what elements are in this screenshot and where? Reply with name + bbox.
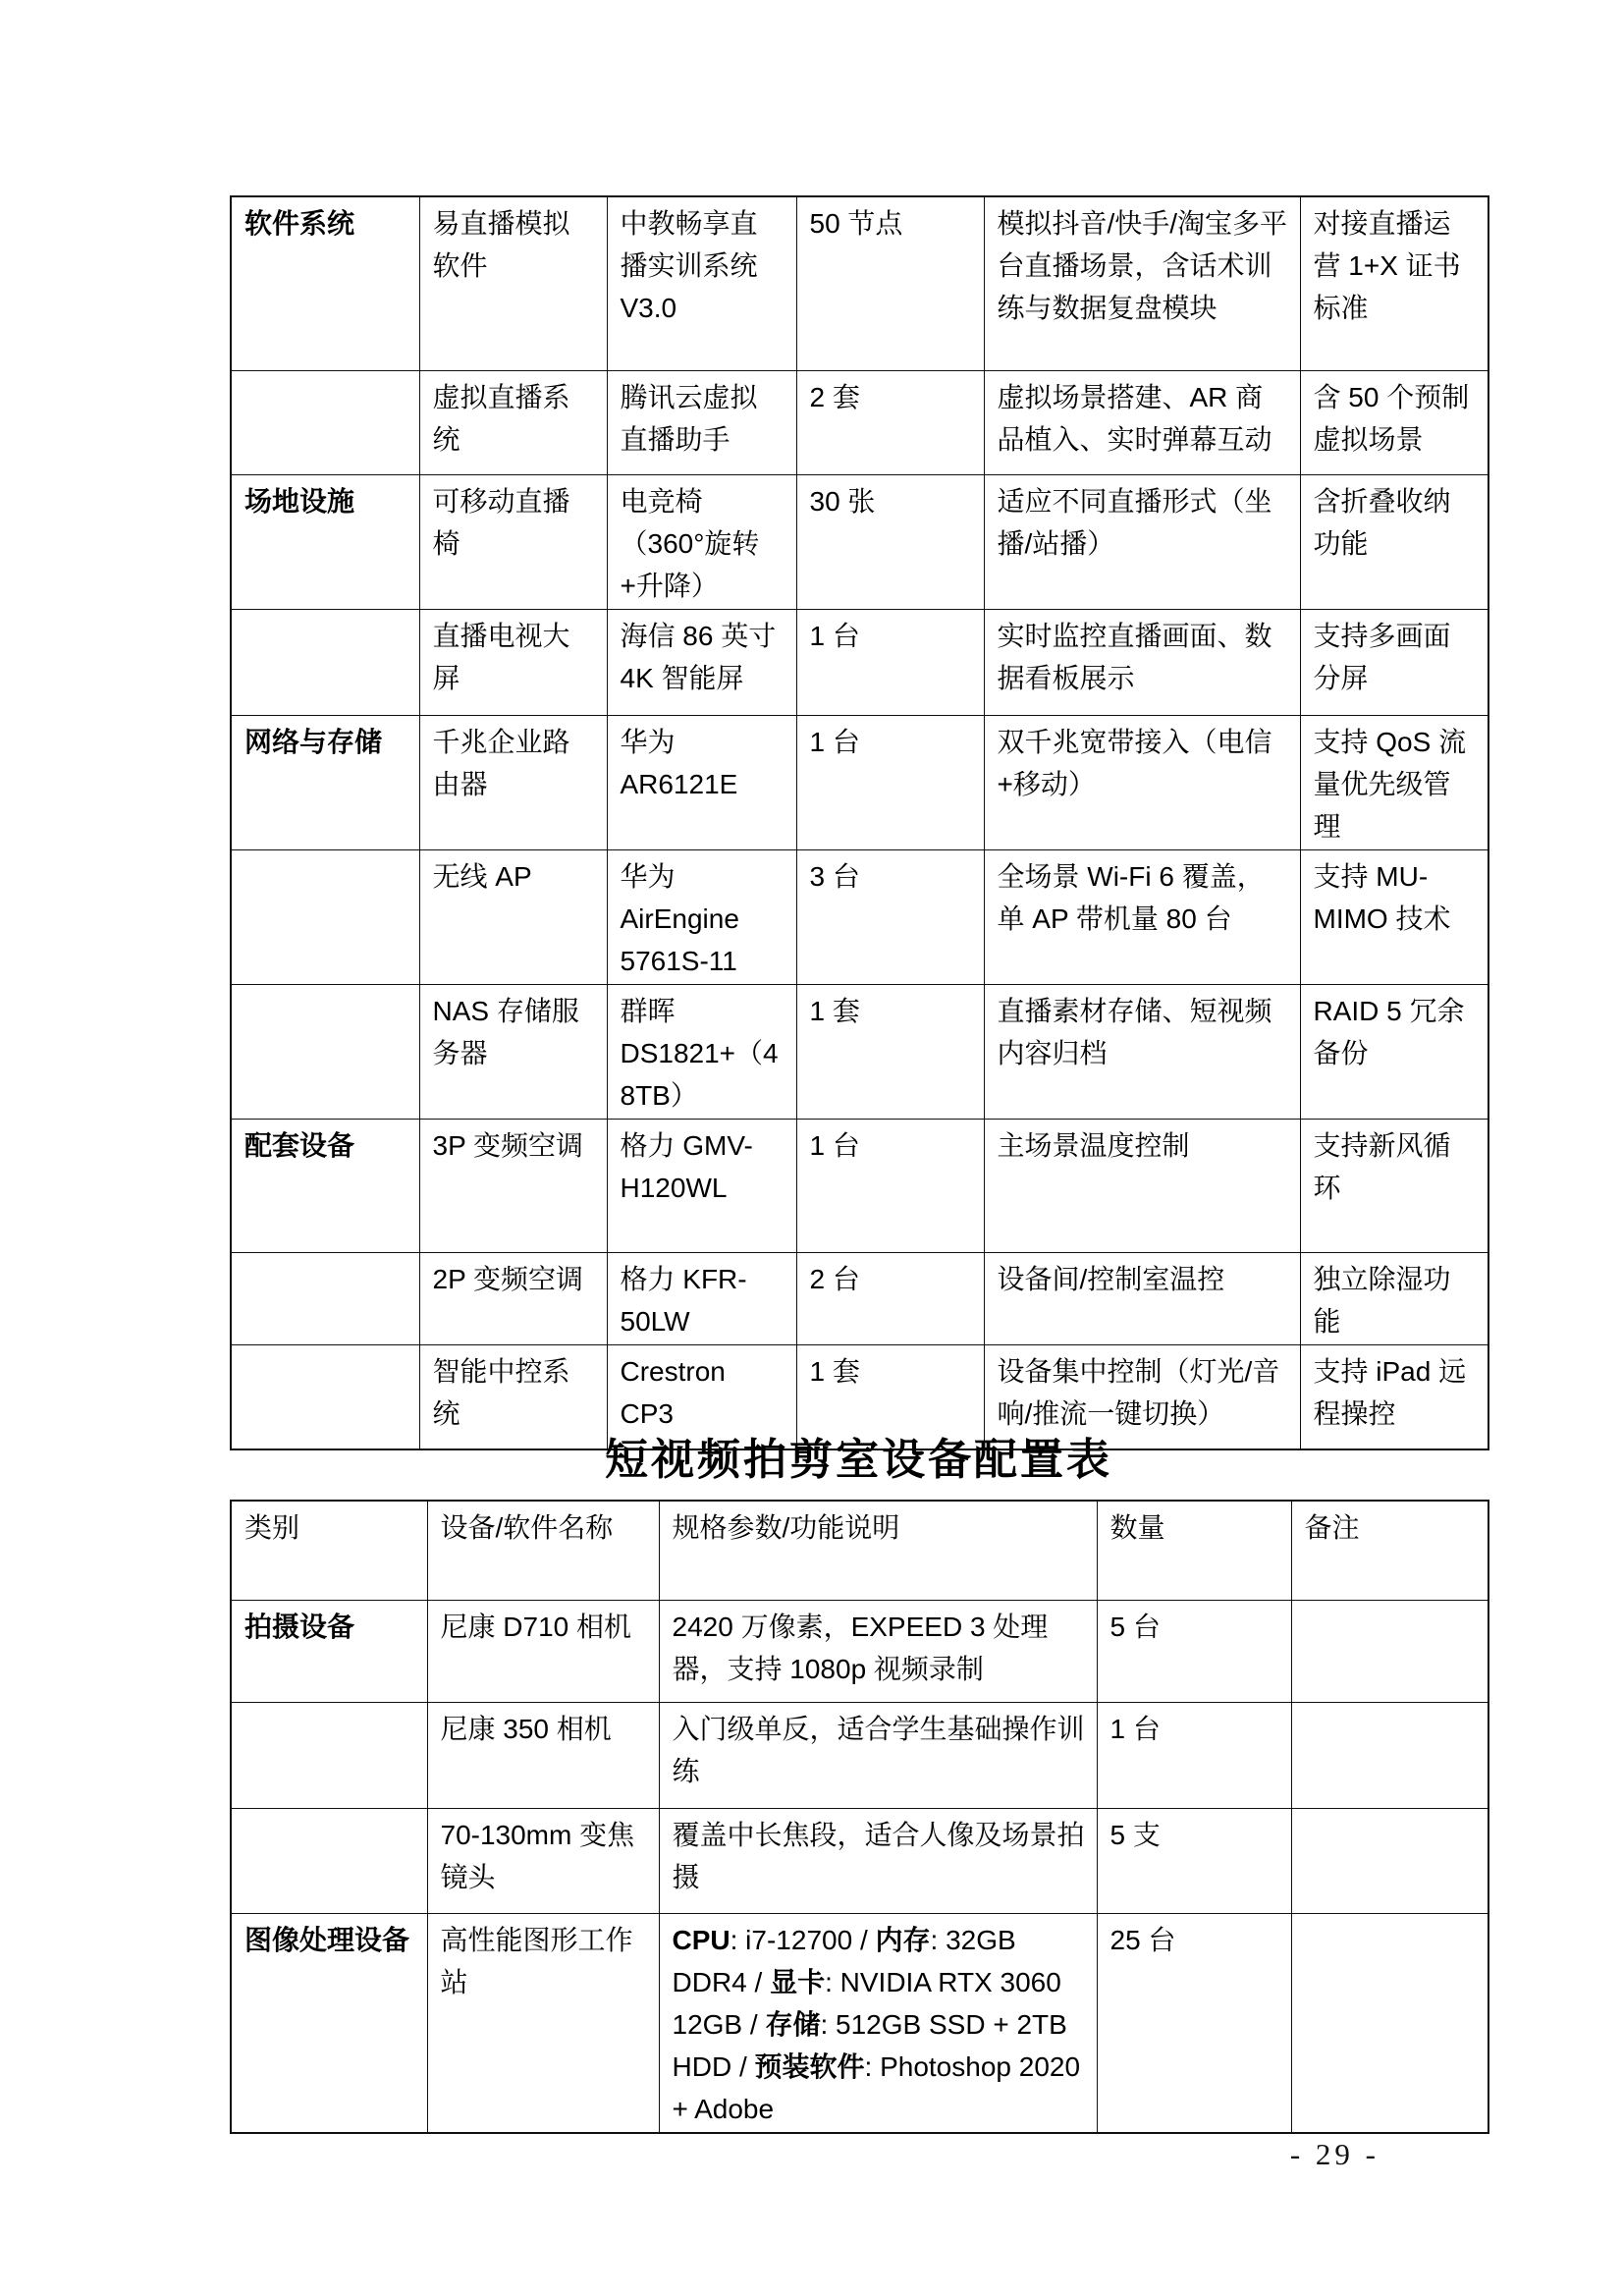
cell-category: 软件系统: [231, 196, 419, 370]
cell-qty: 5 台: [1097, 1600, 1291, 1702]
cell-qty: 25 台: [1097, 1913, 1291, 2133]
cell-spec: 入门级单反，适合学生基础操作训练: [659, 1702, 1097, 1808]
cell-spec: CPU: i7-12700 / 内存: 32GB DDR4 / 显卡: NVIDIA RTX 3060 12GB / 存储: 512GB SSD + 2TB HDD / 预装软件: Photoshop 2020 + Adobe: [659, 1913, 1097, 2133]
cell-category: [231, 1702, 427, 1808]
cell-spec: 腾讯云虚拟直播助手: [607, 370, 796, 474]
cell-function: 直播素材存储、短视频内容归档: [984, 984, 1300, 1119]
cell-function: 适应不同直播形式（坐播/站播）: [984, 474, 1300, 609]
cell-qty: 1 台: [796, 715, 984, 849]
cell-category: [231, 849, 419, 984]
cell-category: 配套设备: [231, 1119, 419, 1252]
cell-qty: 1 套: [796, 1344, 984, 1449]
cell-device: 无线 AP: [419, 849, 607, 984]
cell-function: 设备间/控制室温控: [984, 1252, 1300, 1344]
cell-function: 模拟抖音/快手/淘宝多平台直播场景，含话术训练与数据复盘模块: [984, 196, 1300, 370]
cell-spec: 覆盖中长焦段，适合人像及场景拍摄: [659, 1808, 1097, 1913]
cell-device: 尼康 350 相机: [427, 1702, 659, 1808]
cell-qty: 2 台: [796, 1252, 984, 1344]
cell-note: 支持多画面分屏: [1300, 609, 1488, 715]
cell-note: 支持 MU-MIMO 技术: [1300, 849, 1488, 984]
cell-qty: 1 台: [1097, 1702, 1291, 1808]
cell-function: 主场景温度控制: [984, 1119, 1300, 1252]
table-row: [231, 984, 1488, 1119]
cell-device: 可移动直播椅: [419, 474, 607, 609]
cell-category: [231, 370, 419, 474]
cell-function: 实时监控直播画面、数据看板展示: [984, 609, 1300, 715]
cell-device: 高性能图形工作站: [427, 1913, 659, 2133]
cell-spec: Crestron CP3: [607, 1344, 796, 1449]
table-row: [231, 1808, 1488, 1913]
cell-category: [231, 984, 419, 1119]
cell-qty: 3 台: [796, 849, 984, 984]
table-row: [231, 370, 1488, 474]
table-row: [231, 715, 1488, 849]
cell-qty: 50 节点: [796, 196, 984, 370]
cell-spec: 华为 AirEngine 5761S-11: [607, 849, 796, 984]
cell-spec: 华为 AR6121E: [607, 715, 796, 849]
cell-note: [1291, 1808, 1488, 1913]
table-header-row: [231, 1501, 1488, 1600]
cell-note: 含 50 个预制虚拟场景: [1300, 370, 1488, 474]
cell-function: 虚拟场景搭建、AR 商品植入、实时弹幕互动: [984, 370, 1300, 474]
cell-note: [1291, 1600, 1488, 1702]
cell-spec: 群晖 DS1821+（48TB）: [607, 984, 796, 1119]
cell-note: 独立除湿功能: [1300, 1252, 1488, 1344]
cell-qty: 5 支: [1097, 1808, 1291, 1913]
table-row: [231, 1600, 1488, 1702]
cell-note: 支持新风循环: [1300, 1119, 1488, 1252]
page-number: - 29 -: [1289, 2137, 1380, 2171]
cell-note: [1291, 1913, 1488, 2133]
table-row: [231, 1702, 1488, 1808]
header-category: 类别: [231, 1501, 427, 1600]
table-row: [231, 1252, 1488, 1344]
cell-category: 网络与存储: [231, 715, 419, 849]
header-qty: 数量: [1097, 1501, 1291, 1600]
table-row: [231, 474, 1488, 609]
cell-spec: 格力 GMV-H120WL: [607, 1119, 796, 1252]
cell-device: 千兆企业路由器: [419, 715, 607, 849]
cell-device: 2P 变频空调: [419, 1252, 607, 1344]
table-row: [231, 1913, 1488, 2133]
cell-qty: 30 张: [796, 474, 984, 609]
live-room-equipment-table: [230, 195, 1489, 1450]
table-row: [231, 849, 1488, 984]
cell-note: 支持 iPad 远程操控: [1300, 1344, 1488, 1449]
video-editing-room-equipment-table: [230, 1500, 1489, 2134]
section-title: 短视频拍剪室设备配置表: [605, 1436, 1112, 1484]
cell-category: 图像处理设备: [231, 1913, 427, 2133]
cell-device: 3P 变频空调: [419, 1119, 607, 1252]
cell-spec: 中教畅享直播实训系统 V3.0: [607, 196, 796, 370]
cell-device: 尼康 D710 相机: [427, 1600, 659, 1702]
cell-category: 拍摄设备: [231, 1600, 427, 1702]
cell-function: 设备集中控制（灯光/音响/推流一键切换）: [984, 1344, 1300, 1449]
cell-device: 虚拟直播系统: [419, 370, 607, 474]
cell-category: [231, 609, 419, 715]
cell-spec: 格力 KFR-50LW: [607, 1252, 796, 1344]
cell-qty: 1 台: [796, 609, 984, 715]
cell-note: 含折叠收纳功能: [1300, 474, 1488, 609]
header-spec-function: 规格参数/功能说明: [659, 1501, 1097, 1600]
cell-device: 易直播模拟软件: [419, 196, 607, 370]
cell-spec: 电竞椅（360°旋转+升降）: [607, 474, 796, 609]
cell-note: 支持 QoS 流量优先级管理: [1300, 715, 1488, 849]
cell-category: [231, 1252, 419, 1344]
cell-note: [1291, 1702, 1488, 1808]
cell-device: NAS 存储服务器: [419, 984, 607, 1119]
header-note: 备注: [1291, 1501, 1488, 1600]
cell-qty: 2 套: [796, 370, 984, 474]
cell-category: 场地设施: [231, 474, 419, 609]
table-row: [231, 609, 1488, 715]
cell-spec: 海信 86 英寸 4K 智能屏: [607, 609, 796, 715]
cell-qty: 1 套: [796, 984, 984, 1119]
cell-function: 双千兆宽带接入（电信+移动）: [984, 715, 1300, 849]
table-row: [231, 196, 1488, 370]
cell-device: 70-130mm 变焦镜头: [427, 1808, 659, 1913]
cell-category: [231, 1808, 427, 1913]
cell-device: 智能中控系统: [419, 1344, 607, 1449]
cell-note: 对接直播运营 1+X 证书标准: [1300, 196, 1488, 370]
cell-note: RAID 5 冗余备份: [1300, 984, 1488, 1119]
header-device-name: 设备/软件名称: [427, 1501, 659, 1600]
table-row: [231, 1119, 1488, 1252]
cell-qty: 1 台: [796, 1119, 984, 1252]
cell-spec: 2420 万像素，EXPEED 3 处理器，支持 1080p 视频录制: [659, 1600, 1097, 1702]
cell-device: 直播电视大屏: [419, 609, 607, 715]
cell-function: 全场景 Wi-Fi 6 覆盖，单 AP 带机量 80 台: [984, 849, 1300, 984]
